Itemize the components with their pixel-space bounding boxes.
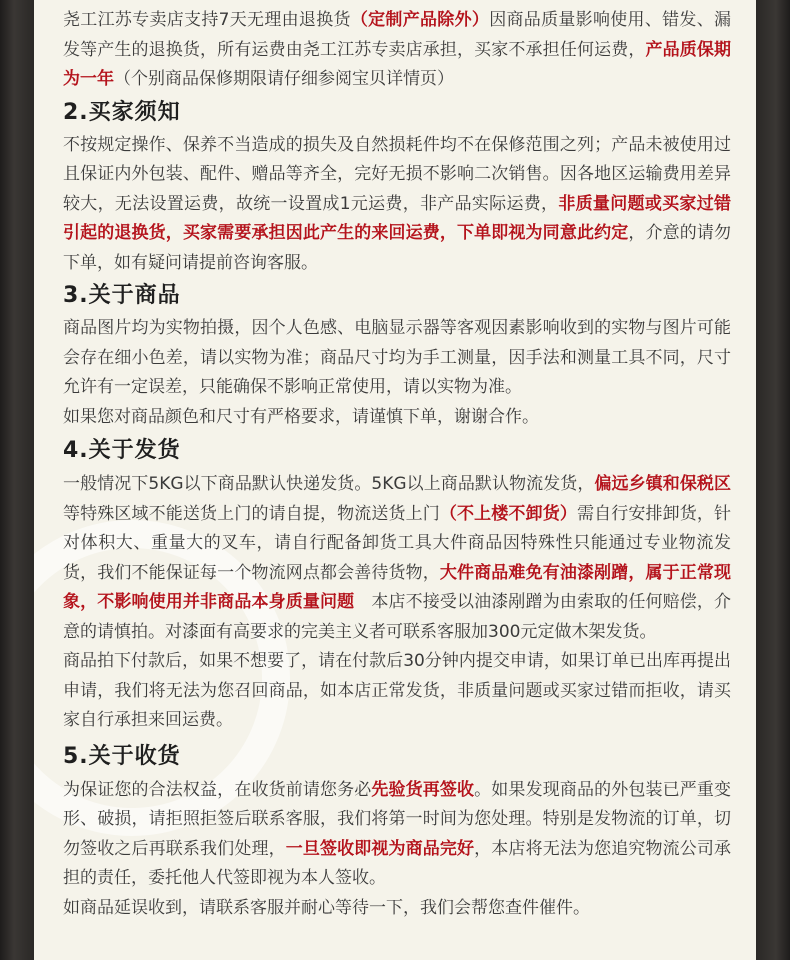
section-2-paragraph: [63, 131, 731, 279]
section-5-paragraph-1: [63, 776, 731, 894]
intro-text-3: （个别商品保修期限请仔细参阅宝贝详情页）: [114, 69, 454, 89]
intro-highlight-warranty: 产品质保期为一年: [63, 39, 732, 89]
section-4-paragraph-1: [63, 470, 731, 647]
section-5-text-1: 为保证您的合法权益，在收货前请您务必: [63, 779, 372, 800]
section-2-heading: 2.买家须知: [63, 99, 181, 125]
section-5-heading: 5.关于收货: [63, 743, 181, 769]
section-2-text-2: ，介意的请勿下单，如有疑问请提前咨询客服。: [63, 223, 732, 273]
section-3-paragraph-1: 商品图片均为实物拍摄，因个人色感、电脑显示器等客观因素影响收到的实物与图片可能会存在细小色差，请以实物为准；商品尺寸均为手工测量，因手法和测量工具不同，尺寸允许有一定误差，只能确保不影响正常使用，请以实物为准。: [63, 318, 731, 397]
section-4-text-4: 本店不接受以油漆剐蹭为由索取的任何赔偿，介意的请慎拍。对漆面有高要求的完美主义者可联系客服加300元定做木架发货。: [63, 592, 732, 642]
section-5-highlight-inspect-first: 先验货再签收: [371, 779, 475, 800]
section-5-text-2: 。如果发现商品的外包装已严重变形、破损，请拒照拒签后联系客服，我们将第一时间为您处理。特别是发物流的订单，切勿签收之后再联系我们处理，: [63, 779, 732, 859]
policy-paper: [34, 0, 756, 960]
intro-highlight-custom-excluded: （定制产品除外）: [350, 10, 490, 30]
intro-paragraph: [63, 6, 731, 95]
intro-text-2: 因商品质量影响使用、错发、漏发等产生的退换货，所有运费由尧工江苏专卖店承担，买家不承担任何运费，: [63, 10, 732, 60]
intro-text-1: 尧工江苏专卖店支持7天无理由退换货: [63, 10, 351, 30]
section-2-highlight: 非质量问题或买家过错引起的退换货，买家需要承担因此产生的来回运费，下单即视为同意此约定: [63, 193, 731, 243]
section-5-paragraph-2: 如商品延误收到，请联系客服并耐心等待一下，我们会帮您查件催件。: [63, 897, 590, 918]
section-3-paragraph-2: 如果您对商品颜色和尺寸有严格要求，请谨慎下单，谢谢合作。: [63, 406, 539, 427]
section-5-text-3: ，本店将无法为您追究物流公司承担的责任，委托他人代签即视为本人签收。: [63, 838, 732, 888]
policy-content: [63, 6, 731, 923]
section-4-paragraph-2: 商品拍下付款后，如果不想要了，请在付款后30分钟内提交申请，如果订单已出库再提出申请，我们将无法为您召回商品，如本店正常发货，非质量问题或买家过错而拒收，请买家自行承担来回运费。: [63, 651, 731, 730]
section-3-heading: 3.关于商品: [63, 283, 181, 308]
section-4-heading: 4.关于发货: [63, 438, 181, 463]
section-4-text-1: 一般情况下5KG以下商品默认快递发货。5KG以上商品默认物流发货，: [63, 474, 595, 494]
section-4-text-3: 需自行安排卸货，针对体积大、重量大的叉车，请自行配备卸货工具大件商品因特殊性只能通过专业物流发货，我们不能保证每一个物流网点都会善待货物，: [63, 503, 732, 583]
section-5-highlight-signed-intact: 一旦签收即视为商品完好: [285, 838, 475, 859]
section-4-highlight-no-upstairs: （不上楼不卸货）: [439, 503, 577, 524]
section-4-highlight-remote-areas: 偏远乡镇和保税区: [594, 474, 731, 494]
section-4-text-2: 等特殊区域不能送货上门的请自提，物流送货上门: [63, 503, 440, 524]
section-2-text-1: 不按规定操作、保养不当造成的损失及自然损耗件均不在保修范围之列；产品未被使用过且保证内外包装、配件、赠品等齐全，完好无损不影响二次销售。因各地区运输费用差异较大，无法设置运费，故统一设置成1元运费，非产品实际运费，: [63, 134, 731, 214]
section-4-highlight-paint-scratch: 大件商品难免有油漆剐蹭，属于正常现象，不影响使用并非商品本身质量问题: [63, 562, 732, 612]
